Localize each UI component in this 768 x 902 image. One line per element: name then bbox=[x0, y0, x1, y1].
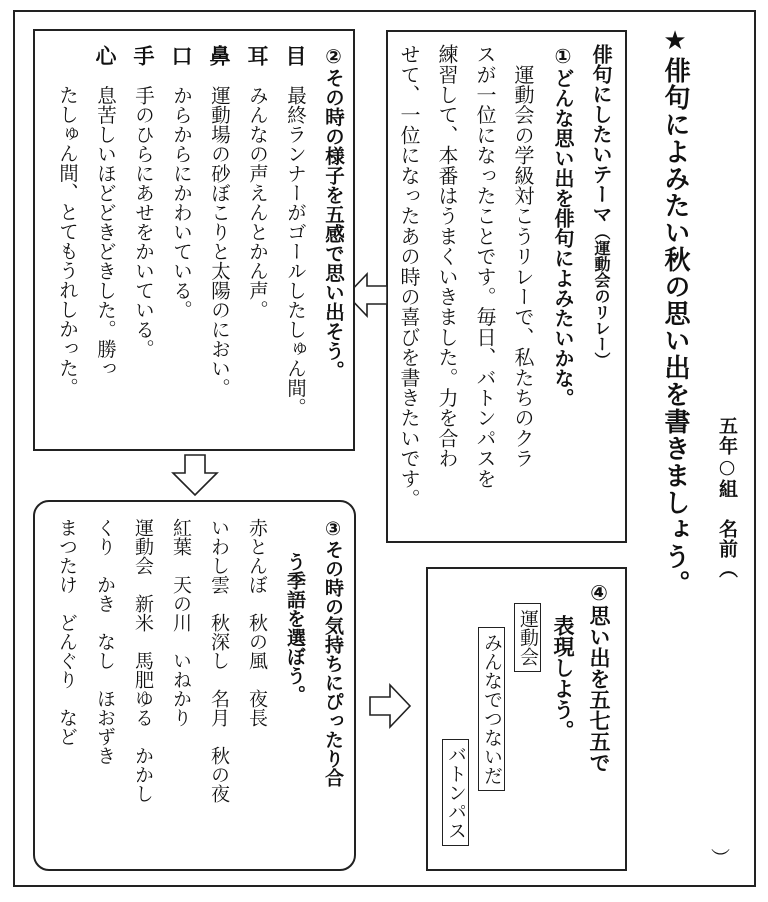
down-arrow-icon bbox=[170, 453, 220, 497]
sense-text: 手のひらにあせをかいている。 bbox=[132, 85, 155, 359]
right-arrow-icon bbox=[368, 682, 412, 730]
five-senses-box bbox=[33, 29, 355, 451]
sense-label: 耳 bbox=[245, 45, 269, 66]
sense-row-eye bbox=[284, 45, 305, 417]
sense-text: 息苦しいほどどきどきした。勝っ bbox=[94, 85, 117, 378]
kigo-list-line: くり かき なし ほおずき bbox=[94, 518, 116, 765]
haiku-line-3: バトンパス bbox=[442, 739, 469, 846]
name-field-close: ） bbox=[708, 848, 730, 867]
haiku-box bbox=[426, 567, 627, 871]
haiku-line-2: みんなでつないだ bbox=[478, 627, 505, 791]
sense-label: 鼻 bbox=[207, 45, 231, 66]
sense-text: 最終ランナーがゴールしたしゅん間。 bbox=[284, 85, 307, 417]
kigo-list-line: 赤とんぼ 秋の風 夜長 bbox=[246, 518, 268, 727]
kigo-list-line: まつたけ どんぐり など bbox=[56, 518, 78, 746]
theme-value: （運動会のリレー） bbox=[592, 224, 611, 368]
sense-text: 運動場の砂ぼこりと太陽のにおい。 bbox=[208, 85, 231, 398]
memory-text-line: 練習して、本番はうまくいきました。力を合わ bbox=[435, 44, 459, 469]
haiku-heading: ④思い出を五七五で bbox=[587, 581, 611, 773]
sense-row-mouth bbox=[170, 45, 191, 320]
sense-row-ear bbox=[246, 45, 267, 320]
sense-text: みんなの声えんとかん声。 bbox=[246, 85, 269, 320]
sense-row-hand bbox=[132, 45, 153, 359]
sense-row-heart-cont bbox=[58, 85, 78, 397]
sense-label: 手 bbox=[131, 45, 155, 66]
five-senses-heading: ②その時の様子を五感で思い出そう。 bbox=[322, 45, 345, 380]
theme-box bbox=[386, 30, 627, 543]
kigo-heading-cont: う季語を選ぼう。 bbox=[284, 552, 306, 704]
sense-row-heart bbox=[94, 45, 115, 378]
class-name-label: 五年○組 名前（ bbox=[716, 416, 738, 579]
theme-heading bbox=[591, 44, 611, 368]
haiku-line-1: 運動会 bbox=[514, 603, 541, 672]
kigo-list-line: 運動会 新米 馬肥ゆる かかし bbox=[132, 518, 154, 803]
kigo-box bbox=[33, 500, 356, 871]
kigo-list-line: 紅葉 天の川 いねかり bbox=[170, 518, 192, 727]
sense-label: 目 bbox=[283, 45, 307, 66]
memory-question: ①どんな思い出を俳句によみたいかな。 bbox=[551, 44, 575, 408]
memory-text-line: せて、一位になったあの時の喜びを書きたいです。 bbox=[397, 44, 421, 509]
kigo-list-line: いわし雲 秋深し 名月 秋の夜 bbox=[208, 518, 230, 803]
theme-label: 俳句にしたいテーマ bbox=[589, 44, 613, 224]
sense-label: 口 bbox=[169, 45, 193, 66]
sense-row-nose bbox=[208, 45, 229, 398]
memory-text-line: スが一位になったことです。毎日、バトンパスを bbox=[473, 44, 497, 489]
memory-text-line: 運動会の学級対こうリレーで、私たちのクラ bbox=[511, 44, 535, 469]
sense-text: たしゅん間、とてもうれしかった。 bbox=[56, 85, 79, 397]
worksheet-title: ★俳句によみたい秋の思い出を書きましょう。 bbox=[660, 26, 690, 597]
haiku-heading-cont: 表現しよう。 bbox=[551, 615, 575, 741]
kigo-heading: ③その時の気持ちにぴったり合 bbox=[322, 518, 344, 787]
sense-text: からからにかわいている。 bbox=[170, 85, 193, 320]
sense-label: 心 bbox=[93, 45, 117, 66]
